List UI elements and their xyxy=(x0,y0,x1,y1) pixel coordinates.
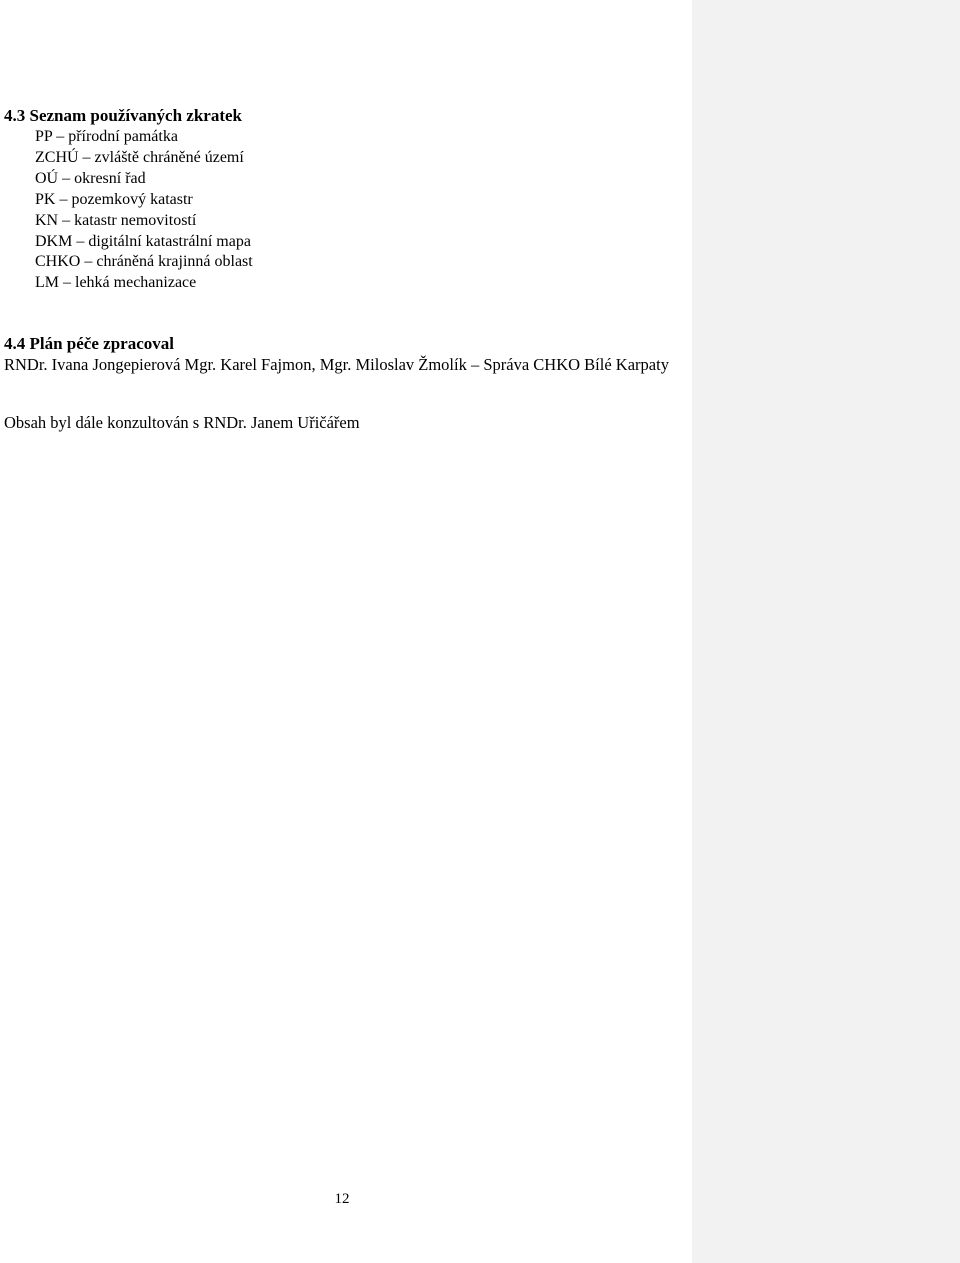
comment-margin-pane xyxy=(692,0,960,1263)
consultation-paragraph: Obsah byl dále konzultován s RNDr. Janem Uřičářem xyxy=(4,413,360,432)
abbreviation-item: CHKO – chráněná krajinná oblast xyxy=(35,253,253,271)
abbreviation-item: DKM – digitální katastrální mapa xyxy=(35,232,251,250)
abbreviation-list xyxy=(35,127,253,294)
abbreviation-item: PK – pozemkový katastr xyxy=(35,190,193,208)
authors-paragraph: RNDr. Ivana Jongepierová Mgr. Karel Fajmon, Mgr. Miloslav Žmolík – Správa CHKO Bílé Karpaty xyxy=(4,355,669,374)
section-heading-abbreviations: 4.3 Seznam používaných zkratek xyxy=(4,106,242,125)
abbreviation-item: KN – katastr nemovitostí xyxy=(35,211,197,229)
abbreviation-item: OÚ – okresní řad xyxy=(35,169,146,187)
abbreviation-item: PP – přírodní památka xyxy=(35,128,178,145)
abbreviation-item: LM – lehká mechanizace xyxy=(35,274,197,292)
section-heading-authors: 4.4 Plán péče zpracoval xyxy=(4,334,174,353)
page-number: 12 xyxy=(334,1191,350,1207)
abbreviation-item: ZCHÚ – zvláště chráněné území xyxy=(35,148,244,166)
